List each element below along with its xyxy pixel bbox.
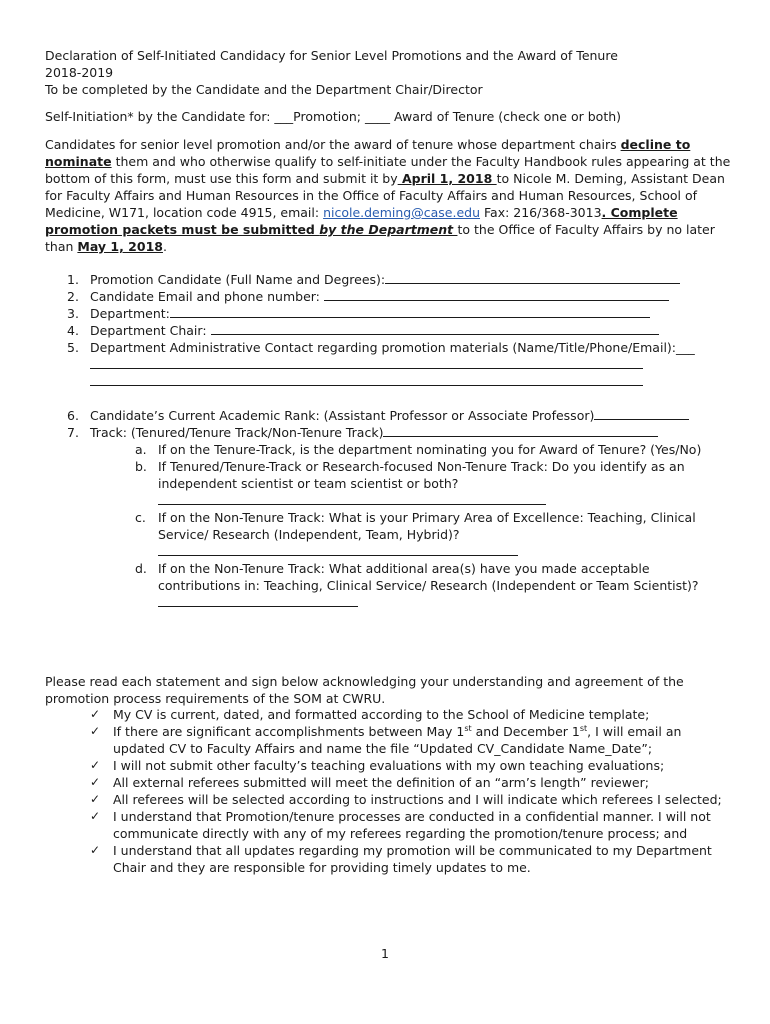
department-field[interactable] xyxy=(170,305,650,318)
sub-item xyxy=(90,560,735,611)
checkmark-icon: ✓ xyxy=(90,724,101,738)
track-field[interactable] xyxy=(383,424,658,437)
additional-area-field[interactable] xyxy=(158,594,358,607)
scientist-type-field[interactable] xyxy=(158,492,546,505)
by-the-department: by the Department xyxy=(319,222,458,237)
deadline-may: May 1, 2018 xyxy=(77,239,163,254)
decline-to-nominate: decline to nominate xyxy=(45,137,691,169)
admin-contact-field[interactable] xyxy=(90,356,643,369)
item-label: Candidate’s Current Academic Rank: (Assistant Professor or Associate Professor) xyxy=(90,408,595,423)
item-label: Department: xyxy=(90,306,170,321)
item-number: 1. xyxy=(67,272,79,287)
checklist-item xyxy=(45,706,735,723)
item-label: Department Administrative Contact regarding promotion materials (Name/Title/Phone/Email):___ xyxy=(90,340,695,355)
list-item xyxy=(45,305,735,322)
item-label: If on the Tenure-Track, is the department nominating you for Award of Tenure? (Yes/No) xyxy=(158,442,702,457)
item-number: c. xyxy=(135,510,146,525)
email-phone-field[interactable] xyxy=(324,288,669,301)
acknowledgement-intro: Please read each statement and sign below acknowledging your understanding and agreement of the promotion process requirements of the SOM at CWRU. xyxy=(45,674,684,706)
checkmark-icon: ✓ xyxy=(90,843,101,857)
intro-text: . xyxy=(162,239,167,254)
item-label: If on the Non-Tenure Track: What additional area(s) have you made acceptable contributions in: Teaching, Clinical Service/ Research (Independent or Team Scientist)? xyxy=(158,561,699,593)
item-label: If on the Non-Tenure Track: What is your Primary Area of Excellence: Teaching, Clinical Service/ Research (Independent, Team, Hybrid)? xyxy=(158,510,696,542)
checkmark-icon: ✓ xyxy=(90,809,101,823)
primary-area-field[interactable] xyxy=(158,543,518,556)
item-label: Promotion Candidate (Full Name and Degrees): xyxy=(90,272,386,287)
item-label: Candidate Email and phone number: xyxy=(90,289,324,304)
list-item xyxy=(45,271,735,288)
academic-rank-field[interactable] xyxy=(594,407,689,420)
item-label: If Tenured/Tenure-Track or Research-focused Non-Tenure Track: Do you identify as an independent scientist or team scientist or both? xyxy=(158,459,685,491)
list-item xyxy=(45,322,735,339)
page-number: 1 xyxy=(381,946,389,961)
sub-item xyxy=(90,458,735,509)
intro-text: them and who otherwise qualify to self-initiate under the Faculty Handbook rules appearing at the bottom of this form, must use this form and submit it by xyxy=(45,154,731,186)
full-name-field[interactable] xyxy=(385,271,680,284)
statement-text: , I will email an updated CV to Faculty Affairs and name the file “Updated CV_Candidate Name_Date”; xyxy=(113,724,682,756)
item-number: 2. xyxy=(67,289,79,304)
statement-text: I understand that all updates regarding my promotion will be communicated to my Department Chair and they are responsible for providing timely updates to me. xyxy=(113,843,712,875)
form-title: Declaration of Self-Initiated Candidacy for Senior Level Promotions and the Award of Tenure xyxy=(45,48,618,63)
list-item xyxy=(45,339,735,390)
ordinal-suffix: st xyxy=(579,723,588,733)
item-number: 7. xyxy=(67,425,79,440)
checklist-item xyxy=(45,723,735,757)
form-header xyxy=(45,47,735,98)
deadline-april: April 1, 2018 xyxy=(397,171,497,186)
department-chair-field[interactable] xyxy=(211,322,659,335)
sub-item xyxy=(90,509,735,560)
sub-item xyxy=(90,441,735,458)
list-item xyxy=(45,407,735,424)
acknowledgement-list xyxy=(45,706,735,876)
checklist-item xyxy=(45,842,735,876)
checkmark-icon: ✓ xyxy=(90,792,101,806)
intro-text: Candidates for senior level promotion and/or the award of tenure whose department chairs xyxy=(45,137,617,152)
admin-contact-field[interactable] xyxy=(90,373,643,386)
ordinal-suffix: st xyxy=(464,723,472,733)
statement-text: If there are significant accomplishments between May 1 xyxy=(113,724,465,739)
self-initiation-line: Self-Initiation* by the Candidate for: ___Promotion; ____ Award of Tenure (check one or both) xyxy=(45,109,622,124)
checklist-item xyxy=(45,757,735,774)
checklist-item xyxy=(45,791,735,808)
academic-year: 2018-2019 xyxy=(45,65,114,80)
intro-text: . Complete promotion packets must be submitted xyxy=(45,205,678,237)
checklist-item xyxy=(45,808,735,842)
form-instruction: To be completed by the Candidate and the Department Chair/Director xyxy=(45,82,483,97)
list-item xyxy=(45,424,735,611)
intro-paragraph xyxy=(45,136,735,255)
checkmark-icon: ✓ xyxy=(90,775,101,789)
item-number: 4. xyxy=(67,323,79,338)
item-number: 5. xyxy=(67,340,79,355)
statement-text: My CV is current, dated, and formatted according to the School of Medicine template; xyxy=(113,707,650,722)
intro-text: to the Office of Faculty Affairs by no later than xyxy=(45,222,715,254)
checkmark-icon: ✓ xyxy=(90,707,101,721)
statement-text: and December 1 xyxy=(471,724,580,739)
candidate-info-list xyxy=(45,271,735,611)
statement-text: I will not submit other faculty’s teaching evaluations with my own teaching evaluations; xyxy=(113,758,665,773)
statement-text: All external referees submitted will meet the definition of an “arm’s length” reviewer; xyxy=(113,775,649,790)
item-number: b. xyxy=(135,459,147,474)
item-number: 6. xyxy=(67,408,79,423)
fax-text: Fax: 216/368-3013 xyxy=(480,205,602,220)
item-number: 3. xyxy=(67,306,79,321)
checklist-item xyxy=(45,774,735,791)
statement-text: All referees will be selected according to instructions and I will indicate which referees I selected; xyxy=(113,792,722,807)
track-sub-list xyxy=(90,441,735,611)
item-label: Department Chair: xyxy=(90,323,211,338)
email-link[interactable]: nicole.deming@case.edu xyxy=(323,205,481,220)
item-label: Track: (Tenured/Tenure Track/Non-Tenure Track) xyxy=(90,425,384,440)
checkmark-icon: ✓ xyxy=(90,758,101,772)
list-item xyxy=(45,288,735,305)
item-number: a. xyxy=(135,442,147,457)
item-number: d. xyxy=(135,561,147,576)
intro-text: to Nicole M. Deming, Assistant Dean for Faculty Affairs and Human Resources in the Office of Faculty Affairs and Human Resources, School of Medicine, W171, location code 4915, email: xyxy=(45,171,725,220)
statement-text: I understand that Promotion/tenure processes are conducted in a confidential manner. I will not communicate directly with any of my referees regarding the promotion/tenure process; and xyxy=(113,809,711,841)
